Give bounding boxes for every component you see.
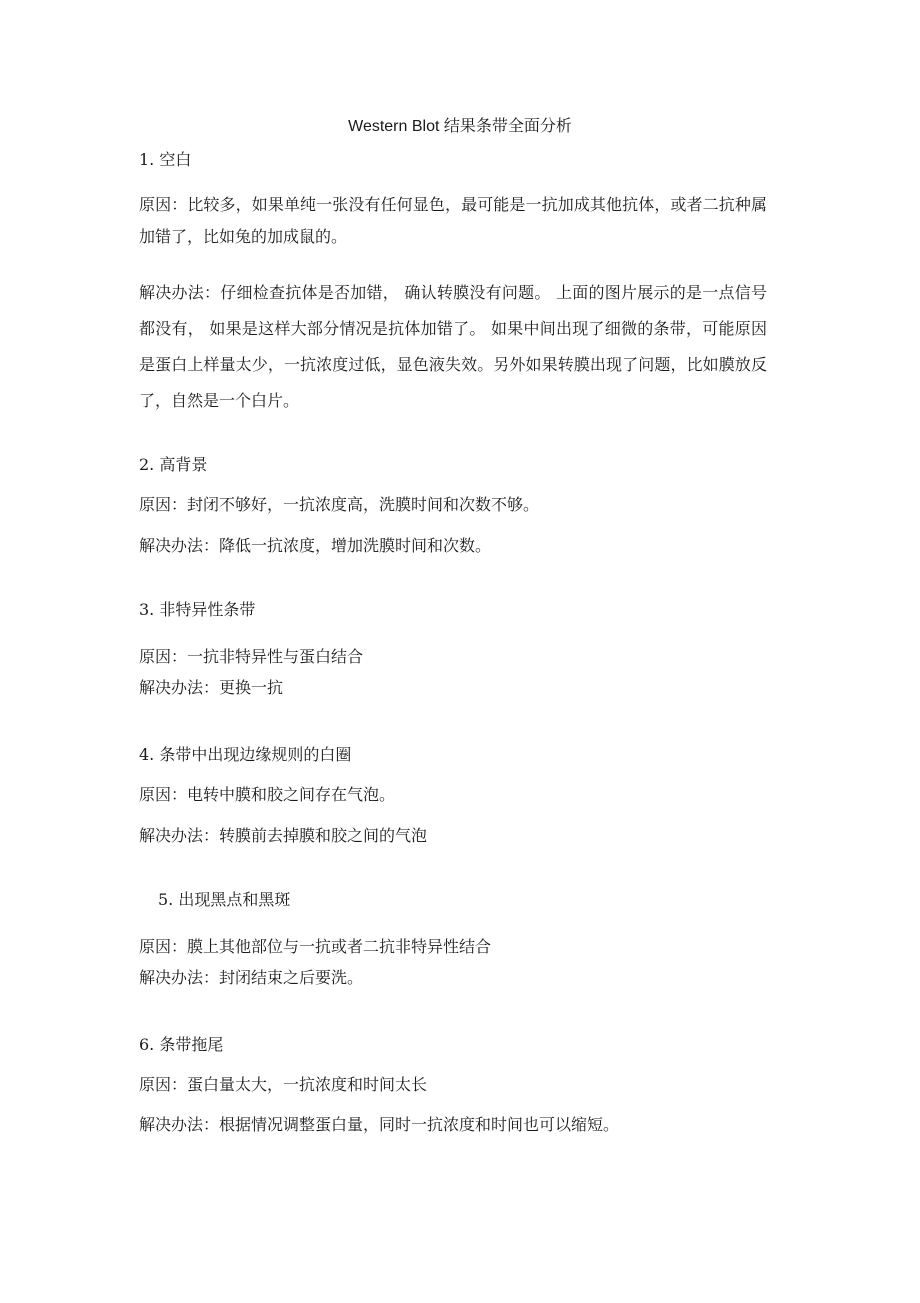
- section-solution-1: 解决办法：仔细检查抗体是否加错， 确认转膜没有问题。 上面的图片展示的是一点信号都没有， 如果是这样大部分情况是抗体加错了。 如果中间出现了细微的条带，可能原因是蛋白上样量太少，一抗浓度过低，显色液失效。另外如果转膜出现了问题，比如膜放反了，自然是一个白片。: [139, 283, 767, 410]
- section-cause-5: 原因：膜上其他部位与一抗或者二抗非特异性结合: [139, 937, 492, 956]
- section-heading-6: 6. 条带拖尾: [139, 1035, 224, 1054]
- section-heading-1: 1. 空白: [139, 150, 192, 169]
- section-heading-5: 5. 出现黑点和黑斑: [158, 890, 291, 909]
- section-cause-3: 原因：一抗非特异性与蛋白结合: [139, 647, 364, 666]
- section-solution-2: 解决办法：降低一抗浓度，增加洗膜时间和次数。: [139, 536, 492, 555]
- section-cause-2: 原因：封闭不够好，一抗浓度高，洗膜时间和次数不够。: [139, 495, 540, 514]
- section-solution-5: 解决办法：封闭结束之后要洗。: [139, 968, 364, 987]
- section-heading-4: 4. 条带中出现边缘规则的白圈: [139, 745, 352, 764]
- section-cause-1: 原因：比较多，如果单纯一张没有任何显色，最可能是一抗加成其他抗体，或者二抗种属加错了，比如兔的加成鼠的。: [139, 195, 767, 246]
- document-title: Western Blot 结果条带全面分析: [348, 118, 572, 135]
- section-solution-3: 解决办法：更换一抗: [139, 678, 284, 697]
- section-cause-6: 原因：蛋白量太大，一抗浓度和时间太长: [139, 1075, 428, 1094]
- section-cause-4: 原因：电转中膜和胶之间存在气泡。: [139, 785, 396, 804]
- section-solution-6: 解决办法：根据情况调整蛋白量，同时一抗浓度和时间也可以缩短。: [139, 1115, 620, 1134]
- section-heading-2: 2. 高背景: [139, 455, 208, 474]
- section-heading-3: 3. 非特异性条带: [139, 600, 256, 619]
- section-solution-4: 解决办法：转膜前去掉膜和胶之间的气泡: [139, 826, 428, 845]
